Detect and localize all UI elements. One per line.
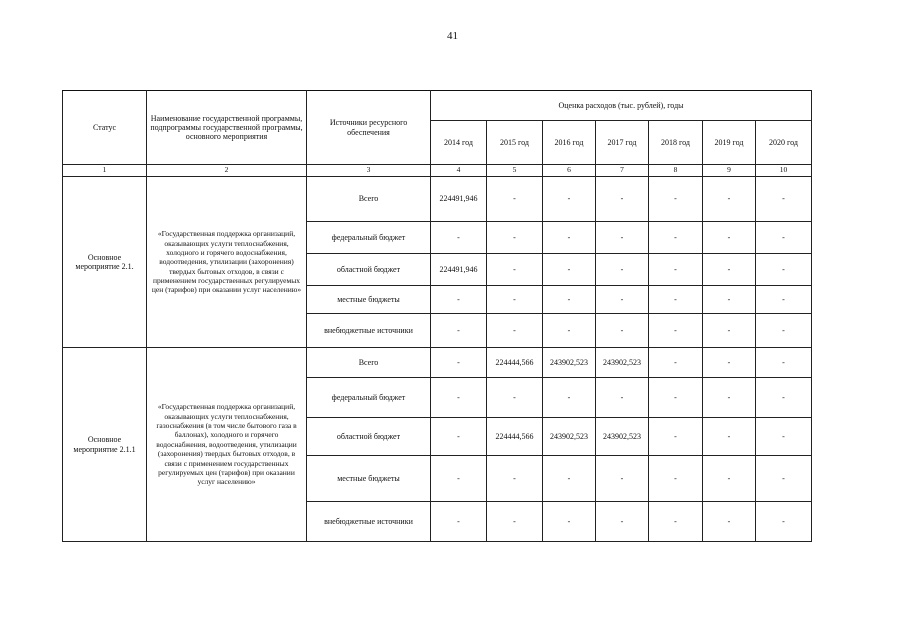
expense-value: - (543, 177, 596, 222)
expense-value: - (703, 348, 756, 378)
expense-value: - (543, 254, 596, 286)
column-number: 4 (431, 165, 487, 177)
expense-value: - (649, 348, 703, 378)
header-expenses: Оценка расходов (тыс. рублей), годы (431, 91, 812, 121)
expense-value: - (756, 378, 812, 418)
expense-value: - (756, 348, 812, 378)
expense-value: - (649, 502, 703, 542)
expense-value: - (431, 418, 487, 456)
expense-value: - (596, 177, 649, 222)
table-row (63, 177, 812, 222)
expense-value: - (756, 502, 812, 542)
funding-source: Всего (307, 348, 431, 378)
expense-value: 243902,523 (596, 348, 649, 378)
header-year: 2015 год (487, 121, 543, 165)
funding-source: внебюджетные источники (307, 314, 431, 348)
measure-program-name: «Государственная поддержка организаций, оказывающих услуги теплоснабжения, газоснабжения (в том числе бытового газа в баллонах), холодного и горячего водоснабжения, водоотведения, утилизации (захоронения) твердых бытовых отходов, в связи с применением государственных регулируемых цен (тарифов) при оказании услуг населению» (147, 348, 307, 542)
expense-value: - (596, 456, 649, 502)
expense-value: - (596, 378, 649, 418)
expense-value: - (649, 254, 703, 286)
header-year: 2019 год (703, 121, 756, 165)
expense-value: - (596, 222, 649, 254)
expense-value: - (431, 348, 487, 378)
page-number: 41 (447, 30, 458, 42)
expense-value: - (543, 502, 596, 542)
funding-source: местные бюджеты (307, 456, 431, 502)
expense-value: - (596, 314, 649, 348)
header-year: 2018 год (649, 121, 703, 165)
expense-value: 224444,566 (487, 418, 543, 456)
expense-value: - (649, 177, 703, 222)
expense-value: - (649, 314, 703, 348)
column-number: 3 (307, 165, 431, 177)
funding-source: федеральный бюджет (307, 222, 431, 254)
expense-value: - (543, 222, 596, 254)
funding-source: внебюджетные источники (307, 502, 431, 542)
expense-value: - (487, 378, 543, 418)
expense-value: - (703, 378, 756, 418)
expense-value: - (431, 314, 487, 348)
expense-value: - (703, 502, 756, 542)
expense-value: - (487, 314, 543, 348)
expense-value: - (487, 177, 543, 222)
expense-value: - (487, 254, 543, 286)
expense-value: - (487, 456, 543, 502)
expense-value: 243902,523 (543, 418, 596, 456)
column-number-row (63, 165, 812, 177)
funding-source: областной бюджет (307, 418, 431, 456)
expense-value: - (543, 378, 596, 418)
header-program-name: Наименование государственной программы, подпрограммы государственной программы, основного мероприятия (147, 91, 307, 165)
expense-value: - (756, 456, 812, 502)
column-number: 10 (756, 165, 812, 177)
funding-source: областной бюджет (307, 254, 431, 286)
expense-value: - (431, 378, 487, 418)
expense-value: - (596, 286, 649, 314)
expense-value: - (703, 418, 756, 456)
column-number: 2 (147, 165, 307, 177)
column-number: 7 (596, 165, 649, 177)
column-number: 5 (487, 165, 543, 177)
expense-value: - (487, 222, 543, 254)
expense-value: - (649, 456, 703, 502)
expense-value: - (543, 456, 596, 502)
header-year: 2016 год (543, 121, 596, 165)
measure-program-name: «Государственная поддержка организаций, оказывающих услуги теплоснабжения, холодного и горячего водоснабжения, водоотведения, утилизации (захоронения) твердых бытовых отходов, в связи с применением государственных регулируемых цен (тарифов) при оказании услуг населению» (147, 177, 307, 348)
expense-value: - (703, 254, 756, 286)
column-number: 1 (63, 165, 147, 177)
measure-status: Основное мероприятие 2.1. (63, 177, 147, 348)
expense-value: - (756, 418, 812, 456)
expense-value: 224491,946 (431, 177, 487, 222)
expense-value: - (431, 286, 487, 314)
expense-value: - (487, 286, 543, 314)
column-number: 6 (543, 165, 596, 177)
expense-value: - (703, 177, 756, 222)
header-sources: Источники ресурсного обеспечения (307, 91, 431, 165)
table-row (63, 348, 812, 378)
funding-source: местные бюджеты (307, 286, 431, 314)
expense-value: - (756, 314, 812, 348)
expense-value: - (756, 286, 812, 314)
expense-value: - (487, 502, 543, 542)
header-year: 2020 год (756, 121, 812, 165)
column-number: 9 (703, 165, 756, 177)
expense-value: - (756, 177, 812, 222)
expense-value: - (543, 314, 596, 348)
expense-value: - (703, 222, 756, 254)
expense-value: - (649, 286, 703, 314)
funding-source: Всего (307, 177, 431, 222)
expense-value: - (649, 378, 703, 418)
expense-value: - (649, 222, 703, 254)
expense-value: - (596, 254, 649, 286)
expense-value: - (703, 456, 756, 502)
expense-value: 224491,946 (431, 254, 487, 286)
funding-source: федеральный бюджет (307, 378, 431, 418)
expense-value: - (431, 456, 487, 502)
measure-status: Основное мероприятие 2.1.1 (63, 348, 147, 542)
expense-value: - (756, 254, 812, 286)
expense-value: - (431, 222, 487, 254)
header-status: Статус (63, 91, 147, 165)
expense-value: - (649, 418, 703, 456)
expense-value: 243902,523 (543, 348, 596, 378)
expense-value: 224444,566 (487, 348, 543, 378)
column-number: 8 (649, 165, 703, 177)
expense-value: - (703, 286, 756, 314)
header-year: 2014 год (431, 121, 487, 165)
expense-value: 243902,523 (596, 418, 649, 456)
header-year: 2017 год (596, 121, 649, 165)
expense-value: - (703, 314, 756, 348)
expense-value: - (543, 286, 596, 314)
expense-value: - (756, 222, 812, 254)
expense-value: - (596, 502, 649, 542)
budget-table (62, 90, 812, 542)
expense-value: - (431, 502, 487, 542)
